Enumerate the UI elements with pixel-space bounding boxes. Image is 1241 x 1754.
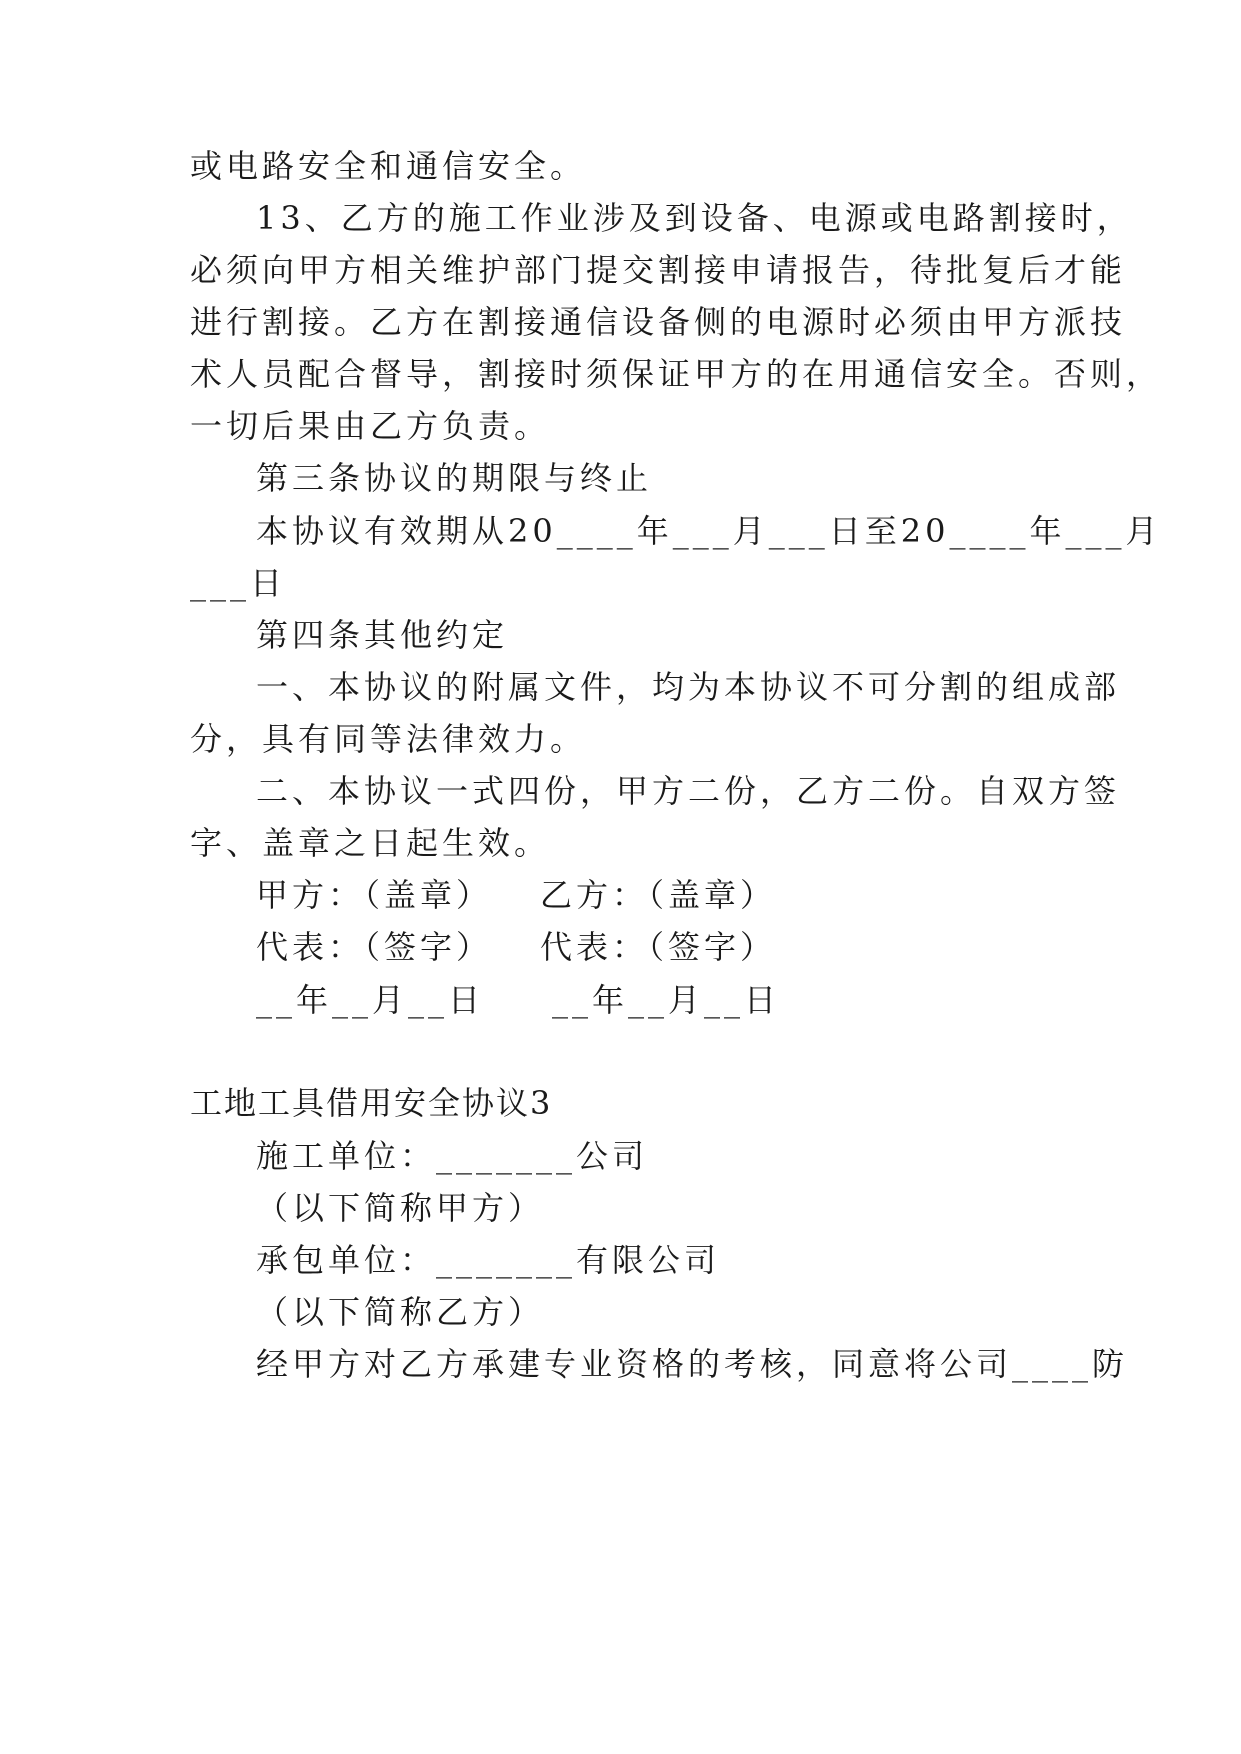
term-line: 本协议有效期从20____年___月___日至20____年___月 [256,512,1162,550]
paragraph-line: 术人员配合督导，割接时须保证甲方的在用通信安全。否则， [190,355,1163,393]
paragraph-line: 必须向甲方相关维护部门提交割接申请报告，待批复后才能 [190,251,1127,289]
contractor-line: 施工单位：_______公司 [256,1137,649,1175]
section-title: 工地工具借用安全协议3 [190,1084,553,1122]
paragraph-line: 一切后果由乙方负责。 [190,407,551,445]
clause-line: 字、盖章之日起生效。 [190,824,551,862]
party-b-date: __年__月__日 [552,981,781,1019]
clause-line: 分，具有同等法律效力。 [190,720,587,758]
contractor-alias: （以下简称甲方） [256,1189,545,1227]
paragraph-line: 经甲方对乙方承建专业资格的考核，同意将公司____防 [256,1345,1129,1383]
paragraph-line: 进行割接。乙方在割接通信设备侧的电源时必须由甲方派技 [190,303,1127,341]
paragraph-line: 13、乙方的施工作业涉及到设备、电源或电路割接时， [256,199,1133,237]
subcontractor-alias: （以下简称乙方） [256,1293,545,1331]
party-a-date: __年__月__日 [256,981,485,1019]
subcontractor-line: 承包单位：_______有限公司 [256,1241,721,1279]
clause-line: 一、本协议的附属文件，均为本协议不可分割的组成部 [256,668,1121,706]
party-b-seal: 乙方：（盖章） [540,876,777,914]
party-a-representative: 代表：（签字） [256,928,493,966]
paragraph-line: 或电路安全和通信安全。 [190,147,587,185]
term-line: ___日 [190,564,287,602]
party-a-seal: 甲方：（盖章） [256,876,493,914]
party-b-representative: 代表：（签字） [540,928,777,966]
clause-line: 二、本协议一式四份，甲方二份，乙方二份。自双方签 [256,772,1121,810]
article-heading: 第三条协议的期限与终止 [256,459,653,497]
article-heading: 第四条其他约定 [256,616,509,654]
